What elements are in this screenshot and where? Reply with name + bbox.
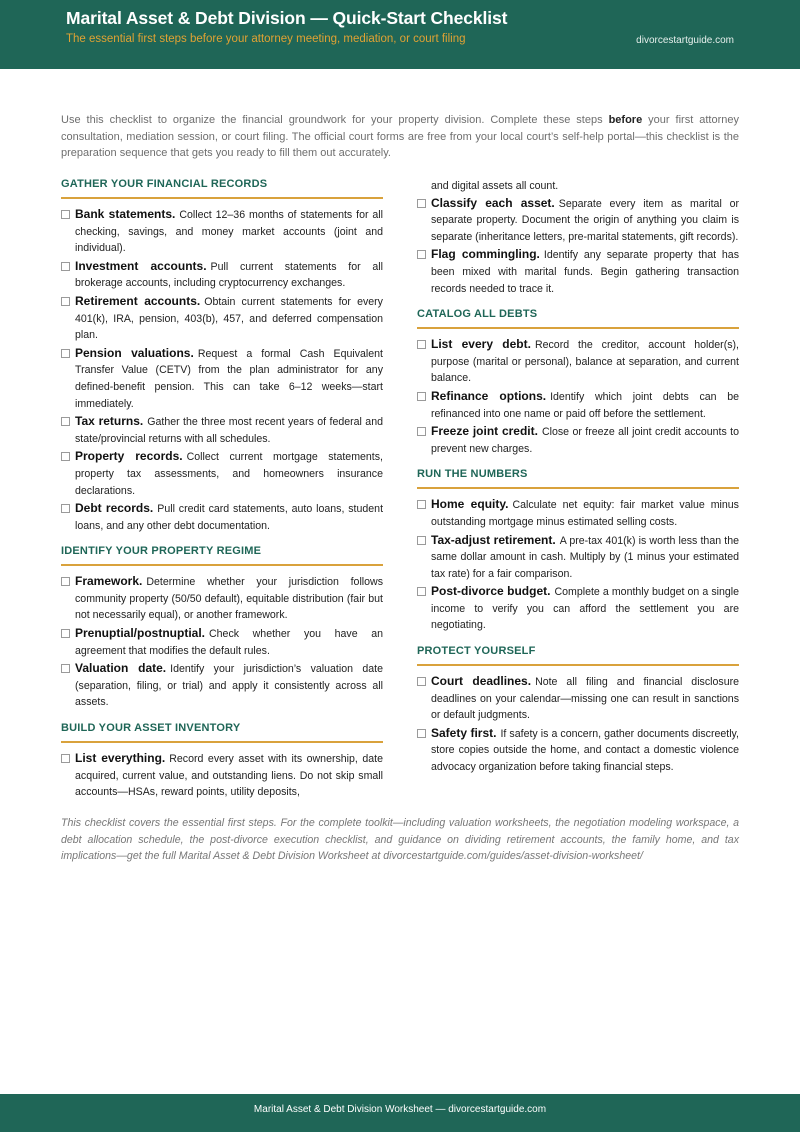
checkbox[interactable]: [61, 452, 70, 461]
checklist-item: [61, 660, 383, 711]
item-label: Bank statements.: [75, 207, 176, 221]
item-text: Complete a monthly budget on a single income to verify you can afford the settlement you are negotiating.: [431, 586, 740, 632]
section-spacer: [417, 777, 739, 787]
checklist-item: [61, 258, 383, 292]
item-text: Gather the three most recent years of federal and state/provincial returns with all schedules.: [75, 416, 383, 445]
right-column: [417, 178, 739, 787]
item-text: Calculate net equity: fair market value minus outstanding mortgage minus estimated selling costs.: [431, 499, 739, 528]
checkbox[interactable]: [61, 629, 70, 638]
item-text: Check whether you have an agreement that modifies the default rules.: [75, 628, 383, 657]
page-subtitle: The essential first steps before your attorney meeting, mediation, or court filing: [66, 33, 466, 45]
checkbox[interactable]: [417, 677, 426, 686]
item-label: Freeze joint credit.: [431, 424, 538, 439]
section-spacer: [417, 458, 739, 468]
item-label: Home equity.: [431, 497, 509, 512]
intro-paragraph: [61, 112, 739, 162]
item-label: Tax-adjust retirement.: [431, 532, 556, 547]
left-column: [61, 178, 383, 812]
footnote: This checklist covers the essential first steps. For the complete toolkit—including valuation worksheets, the negotiation modeling workspace, a debt allocation schedule, the post-divorce execution checklist, and guidance on dividing retirement accounts, the family home, and tax implications—get the full Marital Asset & Debt Division Worksheet at divorcestartguide.com/guides/asset-division-worksheet/: [61, 817, 739, 863]
checkbox[interactable]: [417, 500, 426, 509]
checklist-item: [417, 532, 739, 583]
section-heading: PROTECT YOURSELF: [417, 645, 739, 666]
checkbox[interactable]: [61, 262, 70, 271]
checkbox[interactable]: [61, 577, 70, 586]
item-label: Debt records.: [75, 501, 154, 516]
checklist-item: [417, 496, 739, 530]
item-label: Safety first.: [431, 725, 497, 740]
checkbox[interactable]: [417, 427, 426, 436]
item-label: Court deadlines.: [431, 674, 532, 689]
item-text: Collect 12–36 months of statements for all checking, savings, and money market accounts (joint and individual).: [75, 209, 383, 255]
item-text: Collect current mortgage statements, property tax assessments, and homeowners insurance declarations.: [75, 451, 383, 497]
page-title: Marital Asset & Debt Division — Quick-Start Checklist: [66, 8, 508, 28]
right-sections: [417, 308, 739, 786]
checkbox[interactable]: [417, 340, 426, 349]
item-text: Note all filing and financial disclosure deadlines on your calendar—missing one can result in sanctions or default judgments.: [431, 676, 739, 722]
checkbox[interactable]: [61, 349, 70, 358]
item-text: Separate every item as marital or separate property. Document the origin of anything you claim is separate (inheritance letters, pre-marital statements, gift records).: [431, 197, 739, 243]
item-label: List every debt.: [431, 337, 531, 352]
item-text: Pull credit card statements, auto loans, student loans, and any other debt documentation.: [75, 503, 384, 532]
checklist-item: [417, 725, 739, 776]
checkbox[interactable]: [417, 250, 426, 259]
checklist-item: [417, 336, 739, 387]
item-text: Determine whether your jurisdiction follows community property (50/50 default), equitable distribution (fair but not necessarily equal), or another framework.: [75, 576, 383, 622]
item-label: Prenuptial/postnuptial.: [75, 626, 206, 641]
item-text: A pre-tax 401(k) is worth less than the same dollar amount in cash. Multiply by (1 minus your estimated tax rate) for a fair comparison.: [431, 534, 739, 580]
section-spacer: [61, 535, 383, 545]
item-label: Classify each asset.: [431, 195, 555, 210]
item-label: Tax returns.: [75, 414, 144, 429]
section-heading: IDENTIFY YOUR PROPERTY REGIME: [61, 545, 383, 566]
checkbox[interactable]: [61, 210, 70, 219]
section-heading: CATALOG ALL DEBTS: [417, 308, 739, 329]
item-label: List everything.: [75, 751, 166, 766]
item-label: Pension valuations.: [75, 345, 194, 360]
section-heading: GATHER YOUR FINANCIAL RECORDS: [61, 178, 383, 199]
continued-text: and digital assets all count.: [431, 180, 559, 192]
item-label: Property records.: [75, 449, 183, 464]
checkbox[interactable]: [61, 664, 70, 673]
item-text: If safety is a concern, gather documents discreetly, store copies outside the home, and contact a domestic violence advocacy organization before taking financial steps.: [431, 727, 740, 774]
checklist-item: [61, 293, 383, 344]
checklist-item: [61, 448, 383, 499]
item-text: Request a formal Cash Equivalent Transfer Value (CETV) from the plan administrator for any defined-benefit pension. This can take 6–12 weeks—start immediately.: [75, 347, 383, 410]
item-label: Framework.: [75, 574, 143, 589]
section-spacer: [61, 712, 383, 722]
page-footer: [0, 1094, 800, 1132]
item-text: Obtain current statements for every 401(k), IRA, pension, 403(b), 457, and deferred compensation plan.: [75, 295, 383, 342]
item-label: Flag commingling.: [431, 247, 540, 262]
item-text: Record every asset with its ownership, date acquired, current value, and outstanding liens. Do not skip small accounts—HSAs, reward points, utility deposits,: [75, 753, 383, 799]
checkbox[interactable]: [61, 504, 70, 513]
checklist-item: [61, 625, 383, 659]
item-label: Valuation date.: [75, 661, 167, 676]
checklist-item: [61, 750, 383, 801]
checklist-item: [417, 388, 739, 422]
checklist-item: [417, 423, 739, 457]
item-text: Identify which joint debts can be refinanced into one name or paid off before the settlement.: [431, 390, 740, 420]
item-text: Identify your jurisdiction’s valuation date (separation, filing, or trial) and apply it consistently across all assets.: [75, 663, 383, 709]
checklist-item: [61, 413, 383, 447]
footer-text: Marital Asset & Debt Division Worksheet — divorcestartguide.com: [253, 1104, 547, 1115]
checklist-item: [61, 345, 383, 412]
item-label: Retirement accounts.: [75, 293, 201, 308]
checkbox[interactable]: [61, 417, 70, 426]
section-heading: RUN THE NUMBERS: [417, 468, 739, 489]
intro-emphasis: before: [608, 114, 643, 126]
checkbox[interactable]: [417, 587, 426, 596]
checklist-item: [417, 195, 739, 246]
item-text: Record the creditor, account holder(s), purpose (marital or personal), balance at separation, and current balance.: [431, 339, 740, 385]
section-heading: BUILD YOUR ASSET INVENTORY: [61, 722, 383, 743]
checklist-item: [417, 673, 739, 724]
section-spacer: [417, 298, 739, 308]
page-header: [0, 0, 800, 69]
intro-text-start: Use this checklist to organize the financial groundwork for your property division. Complete these steps: [61, 114, 609, 126]
checkbox[interactable]: [417, 392, 426, 401]
item-label: Refinance options.: [431, 388, 547, 403]
checklist-item: [417, 583, 739, 634]
item-text: Close or freeze all joint credit accounts to prevent new charges.: [431, 426, 739, 455]
checkbox[interactable]: [61, 297, 70, 306]
checklist-item: [61, 500, 383, 534]
item-label: Post-divorce budget.: [431, 584, 551, 599]
item-text: Identify any separate property that has been mixed with marital funds. Begin gathering transaction records needed to trace it.: [431, 249, 739, 295]
section-spacer: [61, 802, 383, 812]
checkbox[interactable]: [417, 536, 426, 545]
checkbox[interactable]: [61, 754, 70, 763]
intro-text-end: your first attorney consultation, mediation session, or court filing. The official court forms are free from your local court’s self-help portal—this checklist is the preparation sequence that gets you ready to fill them out accurately.: [61, 114, 739, 159]
checklist-item: [417, 246, 739, 297]
right-first-items: [417, 195, 739, 309]
item-text: Pull current statements for all brokerage accounts, including cryptocurrency exchanges.: [75, 260, 384, 290]
checklist-item: [61, 206, 383, 257]
checkbox[interactable]: [417, 199, 426, 208]
checkbox[interactable]: [417, 729, 426, 738]
item-label: Investment accounts.: [75, 258, 207, 273]
section-spacer: [417, 635, 739, 645]
site-url: divorcestartguide.com: [636, 35, 734, 46]
checklist-item: [61, 573, 383, 624]
